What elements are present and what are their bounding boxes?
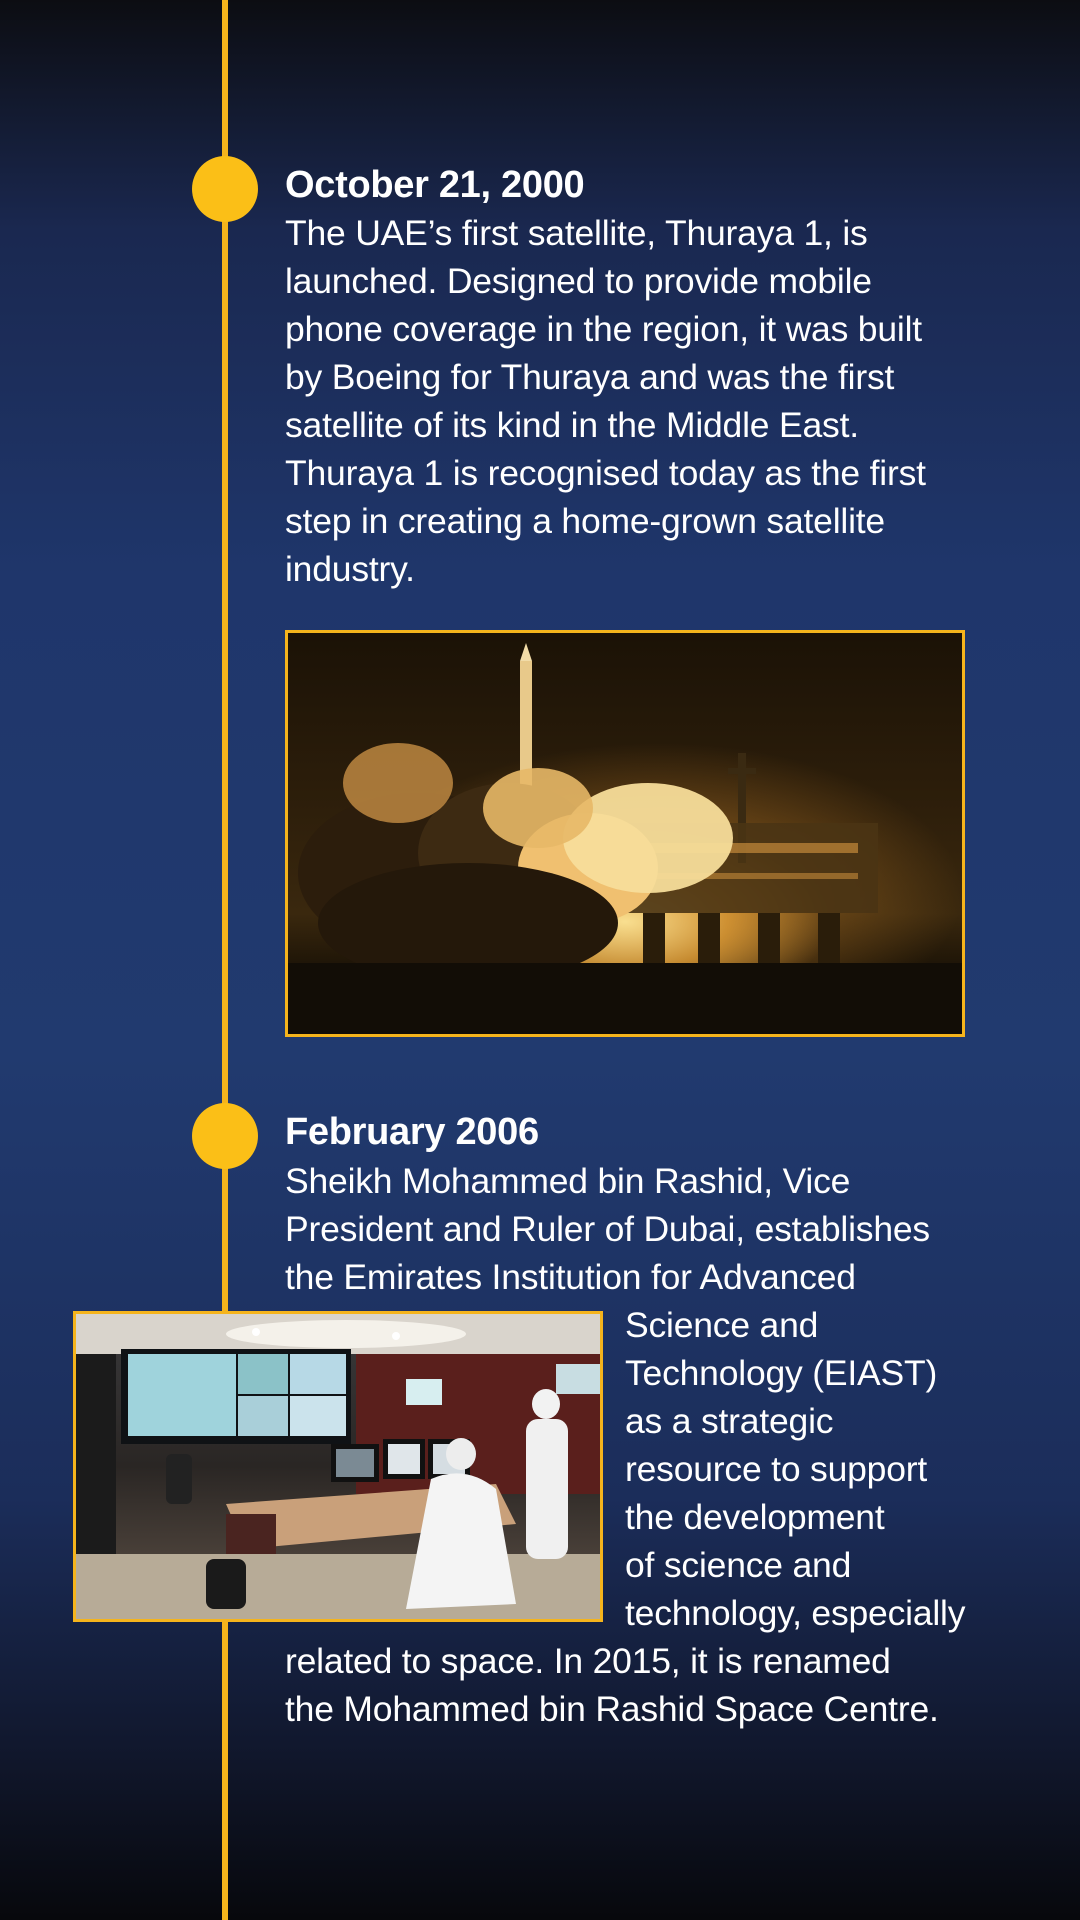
entry-date: February 2006: [285, 1111, 539, 1153]
text-line: the Emirates Institution for Advanced: [285, 1257, 856, 1297]
text-line: The UAE’s first satellite, Thuraya 1, is: [285, 213, 868, 253]
text-line: technology, especially: [625, 1593, 966, 1633]
text-line: launched. Designed to provide mobile: [285, 261, 872, 301]
text-line: satellite of its kind in the Middle East.: [285, 405, 859, 445]
text-line: the development: [625, 1497, 885, 1537]
entry-date: October 21, 2000: [285, 164, 585, 206]
text-line: Science and: [625, 1305, 819, 1345]
entry-description: [285, 209, 1015, 593]
entry-description-bottom: [285, 1637, 1015, 1733]
text-line: step in creating a home-grown satellite: [285, 501, 885, 541]
entry-description-top: [285, 1157, 1015, 1301]
text-line: Thuraya 1 is recognised today as the first: [285, 453, 926, 493]
text-line: related to space. In 2015, it is renamed: [285, 1641, 891, 1681]
text-line: phone coverage in the region, it was built: [285, 309, 922, 349]
control-room-photo: [73, 1311, 603, 1622]
text-line: Sheikh Mohammed bin Rashid, Vice: [285, 1161, 851, 1201]
text-line: the Mohammed bin Rashid Space Centre.: [285, 1689, 939, 1729]
text-line: resource to support: [625, 1449, 928, 1489]
timeline-line: [222, 0, 228, 1920]
text-line: President and Ruler of Dubai, establishes: [285, 1209, 930, 1249]
text-line: as a strategic: [625, 1401, 834, 1441]
timeline-marker-1: [192, 156, 258, 222]
text-line: of science and: [625, 1545, 852, 1585]
text-line: Technology (EIAST): [625, 1353, 938, 1393]
entry-description-wrap: [625, 1301, 965, 1637]
rocket-launch-photo: [285, 630, 965, 1037]
text-line: industry.: [285, 549, 415, 589]
text-line: by Boeing for Thuraya and was the first: [285, 357, 895, 397]
timeline-marker-2: [192, 1103, 258, 1169]
